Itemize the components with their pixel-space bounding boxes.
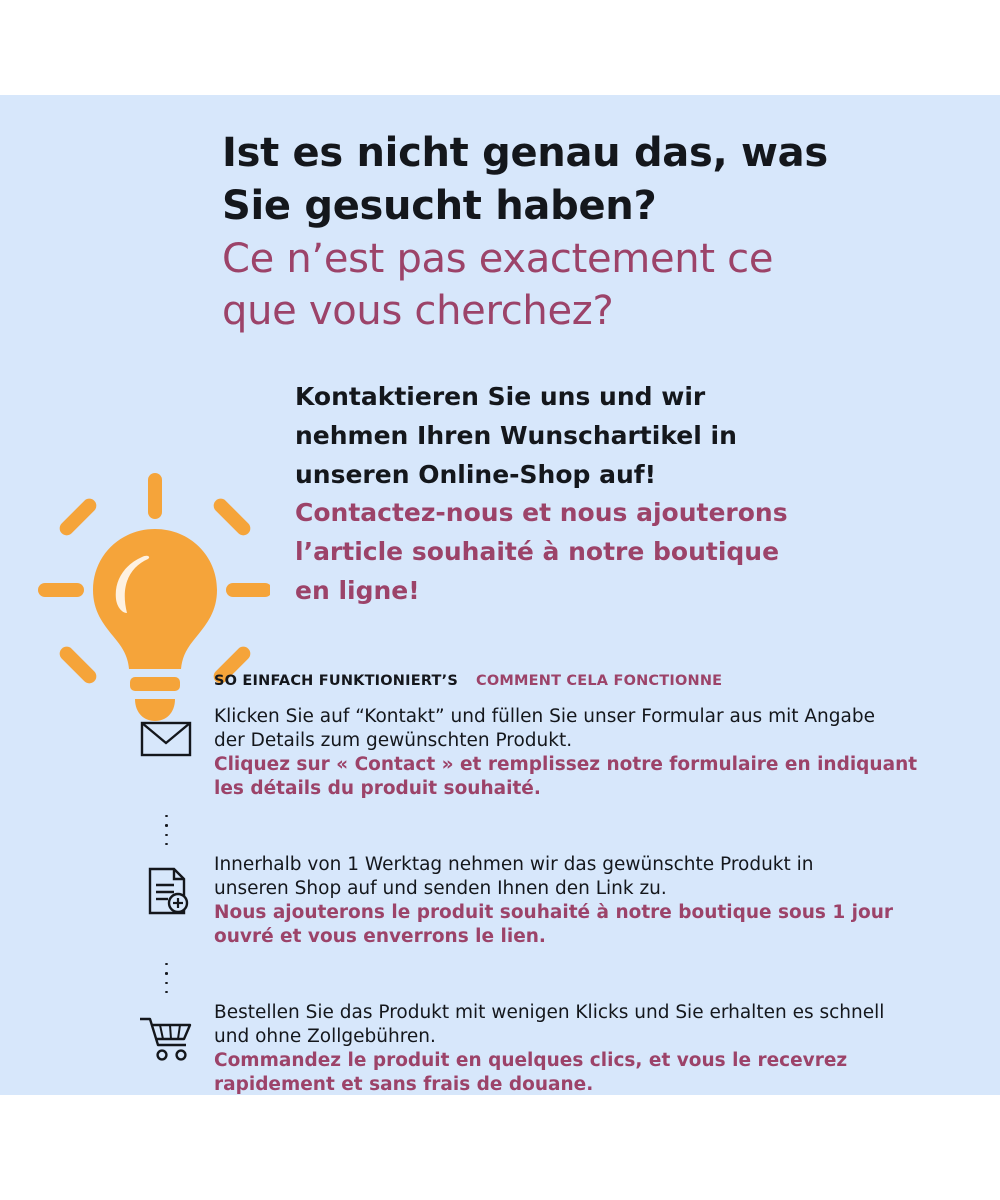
intro-text [295,378,935,611]
intro-de-line1: Kontaktieren Sie uns und wir [295,382,706,411]
step2-de-line1: Innerhalb von 1 Werktag nehmen wir das gewünschte Produkt in [214,854,814,875]
intro-fr-line2: l’article souhaité à notre boutique [295,537,780,566]
page-title [222,127,942,338]
list-item [118,851,948,959]
step2-de-line2: unseren Shop auf und senden Ihnen den Link zu. [214,878,667,900]
steps-heading-fr: COMMENT CELA FONCTIONNE [476,673,723,689]
headline-de-line1: Ist es nicht genau das, was [222,130,828,176]
intro-fr-line3: en ligne! [295,575,420,605]
step3-fr-line2: rapidement et sans frais de douane. [214,1074,594,1096]
dotted-divider [118,811,214,851]
document-add-icon [118,851,214,915]
step1-fr-line2: les détails du produit souhaité. [214,778,541,800]
steps-list [118,703,948,1107]
intro-de-line3: unseren Online-Shop auf! [295,459,657,489]
headline-fr-line1: Ce n’est pas exactement ce [222,235,774,282]
step-text [214,999,948,1097]
step3-de-line1: Bestellen Sie das Produkt mit wenigen Klicks und Sie erhalten es schnell [214,1002,885,1023]
headline-de-line2: Sie gesucht haben? [222,182,657,229]
step1-de-line2: der Details zum gewünschten Produkt. [214,730,573,752]
step-text [214,703,948,801]
headline-fr-line2: que vous cherchez? [222,288,614,335]
step2-fr-line1: Nous ajouterons le produit souhaité à notre boutique sous 1 jour [214,902,893,924]
step1-fr-line1: Cliquez sur « Contact » et remplissez notre formulaire en indiquant [214,754,918,776]
promo-panel [0,95,1000,1095]
steps-heading-de: SO EINFACH FUNKTIONIERT’S [214,673,458,689]
step3-fr-line1: Commandez le produit en quelques clics, et vous le recevrez [214,1050,848,1072]
envelope-icon [118,703,214,759]
step-connector [118,811,948,851]
step3-de-line2: und ohne Zollgebühren. [214,1026,436,1048]
steps-heading [214,673,722,689]
step1-de-line1: Klicken Sie auf “Kontakt” und füllen Sie unser Formular aus mit Angabe [214,706,875,727]
dotted-divider [118,959,214,999]
list-item [118,999,948,1107]
intro-de-line2: nehmen Ihren Wunschartikel in [295,420,737,450]
list-item [118,703,948,811]
step-text [214,851,948,949]
shopping-cart-icon [118,999,214,1061]
intro-fr-line1: Contactez-nous et nous ajouterons [295,498,788,528]
step2-fr-line2: ouvré et vous enverrons le lien. [214,926,546,948]
step-connector [118,959,948,999]
